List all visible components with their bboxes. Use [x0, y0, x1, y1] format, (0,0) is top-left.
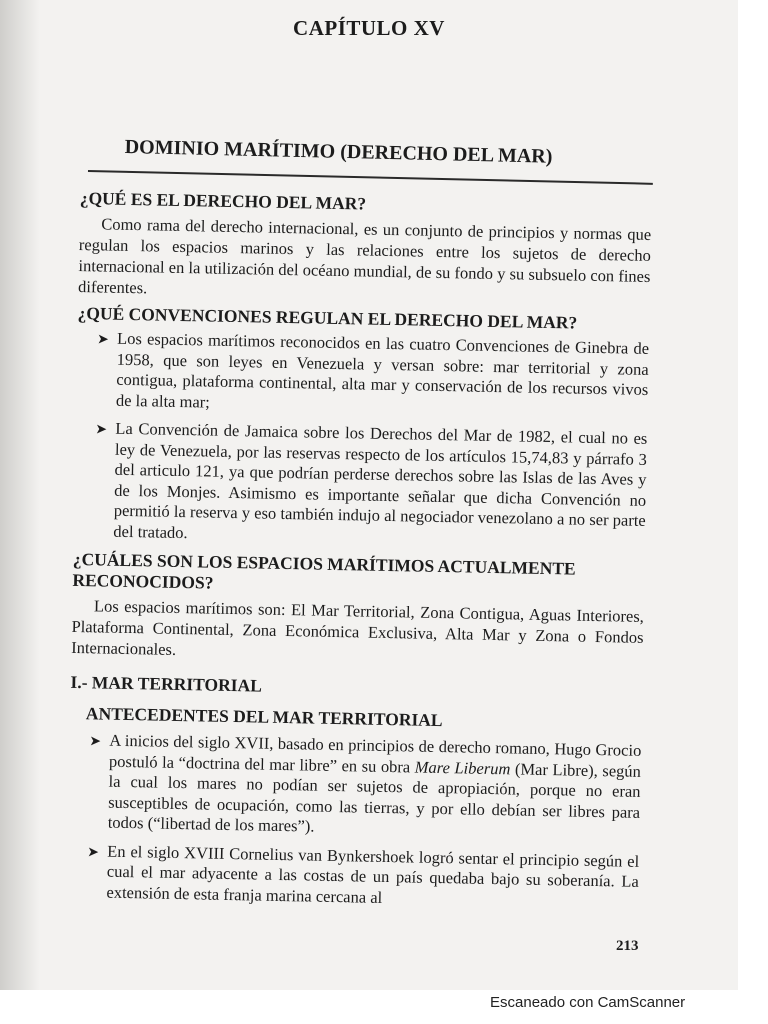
paragraph-maritime-spaces: Los espacios marítimos son: El Mar Territorial, Zona Contigua, Aguas Interiores, Plataforma Continental, Zona Económica Exclusiva, Alta Mar y Zona o Fondos Internacionales. — [70, 596, 645, 659]
arrow-bullet-icon: ➤ — [89, 734, 102, 750]
list-item-text: La Convención de Jamaica sobre los Derechos del Mar de 1982, el cual no es ley de Venezuela, por las reservas respecto de los artículos 15,74,83 y párrafo 3 del articulo 121, ya que podrían perderse derechos sobre las Islas de las Aves y de los Monjes. Asimismo es importante señalar que dicha Convención no permitió la reserva y eso también indujo al negociador venezolano a no ser parte del tratado. — [113, 418, 648, 542]
list-item — [76, 328, 649, 421]
section-heading-what-is: ¿QUÉ ES EL DERECHO DEL MAR? — [79, 188, 367, 214]
section-heading-territorial-sea: I.- MAR TERRITORIAL — [70, 671, 263, 696]
title-underline — [88, 170, 653, 185]
scanner-watermark: Escaneado con CamScanner — [490, 994, 686, 1011]
arrow-bullet-icon: ➤ — [95, 422, 108, 438]
section-heading-maritime-spaces: ¿CUÁLES SON LOS ESPACIOS MARÍTIMOS ACTUALMENTE RECONOCIDOS? — [72, 548, 576, 593]
arrow-bullet-icon: ➤ — [87, 844, 100, 860]
list-item-text-part2: (Mar Libre), según la cual los mares no podían ser sujetos de apropiación, porque no eran susceptibles de ocupación, como las tierras, y por ello debían ser libres para todos (“libertad de los mares”). — [107, 758, 642, 836]
list-item — [73, 418, 647, 552]
list-item-text-part1: A inicios del siglo XVII, basado en principios de derecho romano, Hugo Grocio postuló la “doctrina del mar libre” en su obra — [108, 730, 642, 777]
chapter-heading: CAPÍTULO XV — [293, 16, 445, 40]
arrow-bullet-icon: ➤ — [96, 332, 109, 348]
page-number: 213 — [616, 938, 639, 954]
page-content — [66, 188, 652, 921]
paragraph-definition: Como rama del derecho internacional, es un conjunto de principios y normas que regulan los espacios marinos y las relaciones entre los sujetos de derecho internacional en la utilización del océano mundial, de su fondo y su subsuelo con fines diferentes. — [77, 214, 652, 298]
page-title: DOMINIO MARÍTIMO (DERECHO DEL MAR) — [124, 136, 553, 168]
list-item — [68, 730, 642, 843]
list-item — [66, 840, 639, 912]
section-heading-conventions: ¿QUÉ CONVENCIONES REGULAN EL DERECHO DEL MAR? — [77, 302, 578, 333]
list-item-text: Los espacios marítimos reconocidos en las cuatro Convenciones de Ginebra de 1958, que son leyes en Venezuela y versan sobre: mar territorial y zona contigua, plataforma continental, alta mar y conservación de los recursos vivos de la alta mar; — [115, 328, 650, 412]
book-title-italic: Mare Liberum — [414, 757, 511, 778]
subsection-heading-antecedents: ANTECEDENTES DEL MAR TERRITORIAL — [85, 703, 443, 731]
list-item-text: En el siglo XVIII Cornelius van Bynkershoek logró sentar el principio según el cual el mar adyacente a las costas de un país quedaba bajo su soberanía. La extensión de esta franja marina cercana al — [106, 841, 640, 907]
